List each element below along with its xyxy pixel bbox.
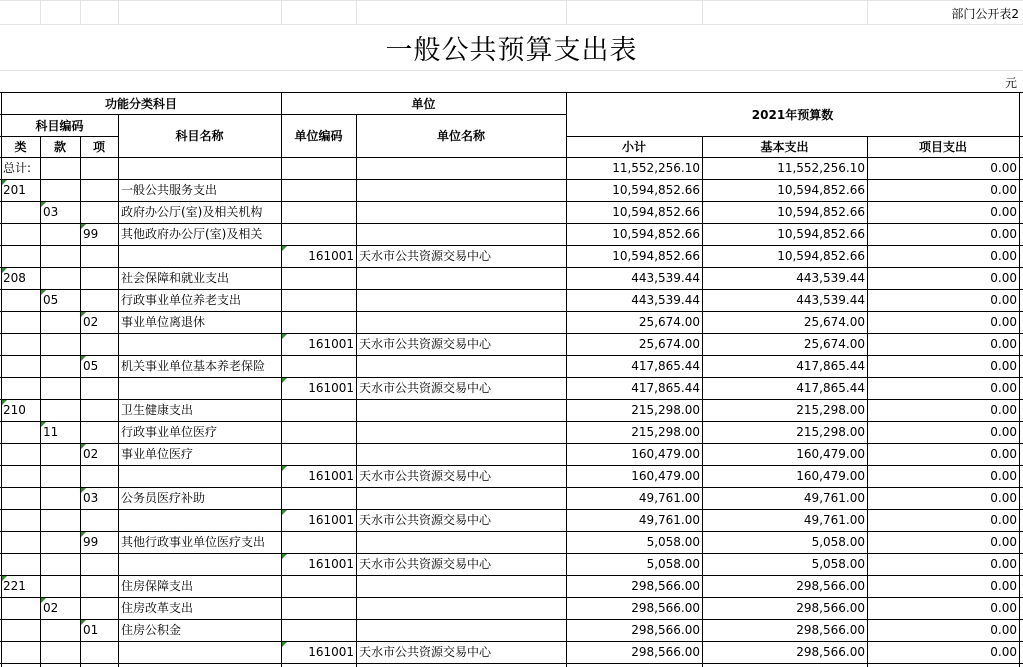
cell-subtotal[interactable]: 10,594,852.66: [612, 205, 700, 219]
cell-unit-name[interactable]: [359, 531, 565, 553]
form-number-label: 部门公开表2: [951, 7, 1019, 21]
cell-kuan[interactable]: [43, 223, 79, 245]
cell-lei[interactable]: [3, 245, 39, 267]
cell-kuan[interactable]: [43, 575, 79, 597]
cell-subject-name[interactable]: [121, 553, 280, 575]
cell-project[interactable]: 0.00: [990, 403, 1017, 417]
error-indicator-icon: [41, 598, 46, 603]
cell-lei[interactable]: [3, 531, 39, 553]
cell-xiang[interactable]: [83, 399, 117, 421]
error-indicator-icon: [2, 268, 7, 273]
cell-subject-name[interactable]: 行政事业单位医疗: [121, 425, 218, 439]
cell-subtotal[interactable]: 298,566.00: [631, 601, 700, 615]
cell-subtotal[interactable]: 25,674.00: [638, 315, 700, 329]
cell-unit-name[interactable]: [359, 421, 565, 443]
cell-basic[interactable]: 298,566.00: [796, 601, 865, 615]
cell-unit-name[interactable]: 天水市公共资源交易中心: [359, 513, 492, 527]
cell-xiang[interactable]: [83, 421, 117, 443]
cell-subject-name[interactable]: [121, 245, 280, 267]
cell-xiang[interactable]: [83, 597, 117, 619]
cell-basic[interactable]: 417,865.44: [796, 359, 865, 373]
cell-kuan[interactable]: [43, 487, 79, 509]
cell-subject-name[interactable]: 其他政府办公厅(室)及相关: [121, 227, 263, 241]
cell-basic[interactable]: 49,761.00: [803, 491, 865, 505]
cell-subject-name[interactable]: 公务员医疗补助: [121, 491, 206, 505]
cell-basic[interactable]: 5,058.00: [811, 535, 865, 549]
cell-unit-code[interactable]: [284, 421, 354, 443]
cell-lei[interactable]: [3, 465, 39, 487]
cell-subtotal[interactable]: 25,674.00: [638, 337, 700, 351]
cell-basic[interactable]: 25,674.00: [803, 337, 865, 351]
cell-subtotal[interactable]: 5,058.00: [646, 557, 700, 571]
cell-subtotal[interactable]: 417,865.44: [631, 359, 700, 373]
cell-subject-name[interactable]: 一般公共服务支出: [121, 183, 218, 197]
header-subtotal: 小计: [621, 140, 646, 154]
cell-subtotal[interactable]: 49,761.00: [638, 513, 700, 527]
cell-kuan[interactable]: [43, 509, 79, 531]
cell-subtotal[interactable]: 298,566.00: [631, 579, 700, 593]
cell-subtotal[interactable]: 417,865.44: [631, 381, 700, 395]
cell-project[interactable]: 0.00: [990, 513, 1017, 527]
error-indicator-icon: [41, 290, 46, 295]
header-xiang: 项: [92, 140, 105, 154]
cell-subtotal[interactable]: 443,539.44: [631, 293, 700, 307]
cell-subject-name[interactable]: [121, 509, 280, 531]
cell-subject-name[interactable]: [121, 377, 280, 399]
cell-unit-code[interactable]: 161001: [308, 513, 354, 527]
cell-kuan[interactable]: [43, 553, 79, 575]
cell-unit-code[interactable]: [284, 531, 354, 553]
cell-kuan[interactable]: 11: [43, 425, 59, 439]
cell-kuan[interactable]: [43, 157, 79, 179]
cell-subject-name[interactable]: [121, 157, 280, 179]
cell-xiang[interactable]: [83, 553, 117, 575]
cell-subtotal[interactable]: 49,761.00: [638, 491, 700, 505]
cell-subject-name[interactable]: [121, 333, 280, 355]
cell-lei[interactable]: 208: [3, 271, 26, 285]
cell-subtotal[interactable]: 10,594,852.66: [612, 227, 700, 241]
cell-xiang[interactable]: 03: [83, 491, 99, 505]
error-indicator-icon: [81, 488, 86, 493]
cell-unit-code[interactable]: [284, 399, 354, 421]
cell-lei[interactable]: [3, 641, 39, 663]
cell-lei[interactable]: 210: [3, 403, 26, 417]
error-indicator-icon: [282, 466, 287, 471]
error-indicator-icon: [2, 576, 7, 581]
cell-subject-name[interactable]: 机关事业单位基本养老保险: [121, 359, 266, 373]
cell-kuan[interactable]: [43, 619, 79, 641]
cell-project[interactable]: 0.00: [990, 491, 1017, 505]
cell-unit-code[interactable]: 161001: [308, 381, 354, 395]
page-title: 一般公共预算支出表: [385, 35, 638, 66]
cell-subject-name[interactable]: [121, 465, 280, 487]
cell-lei[interactable]: [3, 487, 39, 509]
cell-project[interactable]: 0.00: [990, 535, 1017, 549]
error-indicator-icon: [282, 378, 287, 383]
cell-xiang[interactable]: 99: [83, 535, 99, 549]
cell-kuan[interactable]: [43, 531, 79, 553]
cell-project[interactable]: 0.00: [990, 205, 1017, 219]
cell-lei[interactable]: [3, 223, 39, 245]
cell-basic[interactable]: 417,865.44: [796, 381, 865, 395]
cell-lei[interactable]: [3, 311, 39, 333]
error-indicator-icon: [282, 246, 287, 251]
cell-project[interactable]: 0.00: [990, 579, 1017, 593]
cell-unit-code[interactable]: [284, 443, 354, 465]
row-divider: [0, 663, 1023, 664]
cell-xiang[interactable]: [83, 377, 117, 399]
header-functional-subject: 功能分类科目: [104, 96, 177, 111]
cell-unit-code[interactable]: 161001: [308, 645, 354, 659]
cell-subject-name[interactable]: 其他行政事业单位医疗支出: [121, 535, 266, 549]
cell-lei[interactable]: 201: [3, 183, 26, 197]
cell-unit-name[interactable]: [359, 157, 565, 179]
cell-project[interactable]: 0.00: [990, 315, 1017, 329]
cell-basic[interactable]: 443,539.44: [796, 293, 865, 307]
cell-subject-name[interactable]: 政府办公厅(室)及相关机构: [121, 205, 263, 219]
cell-xiang[interactable]: [83, 289, 117, 311]
error-indicator-icon: [282, 554, 287, 559]
cell-unit-name[interactable]: 天水市公共资源交易中心: [359, 645, 492, 659]
cell-subtotal[interactable]: 160,479.00: [631, 469, 700, 483]
currency-unit-label: 元: [1004, 76, 1017, 90]
header-lei: 类: [14, 140, 27, 154]
cell-project[interactable]: 0.00: [990, 227, 1017, 241]
cell-kuan[interactable]: [43, 641, 79, 663]
cell-unit-code[interactable]: [284, 487, 354, 509]
cell-unit-code[interactable]: [284, 311, 354, 333]
cell-xiang[interactable]: [83, 179, 117, 201]
cell-subject-name[interactable]: 行政事业单位养老支出: [121, 293, 242, 307]
cell-kuan[interactable]: [43, 377, 79, 399]
cell-unit-name[interactable]: [359, 399, 565, 421]
cell-kuan[interactable]: [43, 333, 79, 355]
cell-xiang[interactable]: 01: [83, 623, 99, 637]
error-indicator-icon: [41, 202, 46, 207]
cell-unit-code[interactable]: [284, 223, 354, 245]
cell-kuan[interactable]: [43, 179, 79, 201]
cell-basic[interactable]: 298,566.00: [796, 579, 865, 593]
cell-unit-code[interactable]: [284, 355, 354, 377]
cell-subtotal[interactable]: 10,594,852.66: [612, 249, 700, 263]
cell-lei[interactable]: [3, 377, 39, 399]
cell-unit-code[interactable]: [284, 575, 354, 597]
cell-lei[interactable]: [3, 509, 39, 531]
cell-unit-code[interactable]: [284, 267, 354, 289]
cell-kuan[interactable]: 03: [43, 205, 59, 219]
cell-basic[interactable]: 10,594,852.66: [777, 227, 865, 241]
cell-lei[interactable]: [3, 289, 39, 311]
cell-lei[interactable]: 总计:: [3, 161, 32, 175]
cell-lei[interactable]: [3, 355, 39, 377]
error-indicator-icon: [81, 356, 86, 361]
cell-xiang[interactable]: [83, 245, 117, 267]
header-subject-code: 科目编码: [35, 118, 84, 133]
cell-project[interactable]: 0.00: [990, 249, 1017, 263]
cell-unit-name[interactable]: [359, 575, 565, 597]
cell-unit-name[interactable]: [359, 289, 565, 311]
cell-unit-code[interactable]: 161001: [308, 337, 354, 351]
cell-basic[interactable]: 49,761.00: [803, 513, 865, 527]
cell-unit-name[interactable]: [359, 201, 565, 223]
cell-project[interactable]: 0.00: [990, 337, 1017, 351]
cell-basic[interactable]: 25,674.00: [803, 315, 865, 329]
cell-lei[interactable]: [3, 333, 39, 355]
cell-subject-name[interactable]: 事业单位医疗: [121, 447, 194, 461]
cell-basic[interactable]: 11,552,256.10: [777, 161, 865, 175]
cell-xiang[interactable]: [83, 575, 117, 597]
cell-subtotal[interactable]: 11,552,256.10: [612, 161, 700, 175]
cell-kuan[interactable]: [43, 267, 79, 289]
cell-subtotal[interactable]: 215,298.00: [631, 403, 700, 417]
cell-basic[interactable]: 443,539.44: [796, 271, 865, 285]
cell-xiang[interactable]: [83, 201, 117, 223]
cell-unit-code[interactable]: [284, 289, 354, 311]
cell-xiang[interactable]: [83, 509, 117, 531]
error-indicator-icon: [81, 224, 86, 229]
cell-xiang[interactable]: [83, 157, 117, 179]
cell-xiang[interactable]: 05: [83, 359, 99, 373]
cell-lei[interactable]: [3, 421, 39, 443]
error-indicator-icon: [282, 334, 287, 339]
cell-xiang[interactable]: 02: [83, 447, 99, 461]
cell-xiang[interactable]: 02: [83, 315, 99, 329]
error-indicator-icon: [81, 312, 86, 317]
cell-unit-name[interactable]: 天水市公共资源交易中心: [359, 469, 492, 483]
cell-basic[interactable]: 298,566.00: [796, 645, 865, 659]
cell-unit-name[interactable]: [359, 179, 565, 201]
cell-basic[interactable]: 160,479.00: [796, 447, 865, 461]
cell-project[interactable]: 0.00: [990, 601, 1017, 615]
cell-subject-name[interactable]: 住房公积金: [121, 623, 182, 637]
header-project-expenditure: 项目支出: [918, 140, 967, 154]
cell-unit-name[interactable]: 天水市公共资源交易中心: [359, 249, 492, 263]
cell-basic[interactable]: 10,594,852.66: [777, 249, 865, 263]
cell-unit-name[interactable]: [359, 355, 565, 377]
cell-subject-name[interactable]: 住房保障支出: [121, 579, 194, 593]
cell-subtotal[interactable]: 215,298.00: [631, 425, 700, 439]
cell-unit-name[interactable]: [359, 267, 565, 289]
cell-kuan[interactable]: 02: [43, 601, 59, 615]
cell-project[interactable]: 0.00: [990, 381, 1017, 395]
cell-kuan[interactable]: [43, 311, 79, 333]
header-unit-name: 单位名称: [436, 129, 485, 143]
error-indicator-icon: [81, 620, 86, 625]
cell-basic[interactable]: 10,594,852.66: [777, 205, 865, 219]
cell-unit-code[interactable]: 161001: [308, 557, 354, 571]
cell-unit-name[interactable]: 天水市公共资源交易中心: [359, 337, 492, 351]
cell-lei[interactable]: [3, 201, 39, 223]
header-budget-year: 2021年预算数: [751, 107, 834, 122]
cell-basic[interactable]: 5,058.00: [811, 557, 865, 571]
cell-project[interactable]: 0.00: [990, 183, 1017, 197]
cell-project[interactable]: 0.00: [990, 469, 1017, 483]
cell-kuan[interactable]: [43, 245, 79, 267]
error-indicator-icon: [282, 510, 287, 515]
cell-xiang[interactable]: 99: [83, 227, 99, 241]
cell-subject-name[interactable]: 住房改革支出: [121, 601, 194, 615]
cell-unit-name[interactable]: [359, 487, 565, 509]
error-indicator-icon: [2, 180, 7, 185]
cell-unit-name[interactable]: [359, 619, 565, 641]
cell-unit-name[interactable]: [359, 597, 565, 619]
cell-kuan[interactable]: [43, 399, 79, 421]
cell-lei[interactable]: [3, 619, 39, 641]
cell-basic[interactable]: 215,298.00: [796, 403, 865, 417]
cell-unit-name[interactable]: 天水市公共资源交易中心: [359, 381, 492, 395]
cell-xiang[interactable]: [83, 465, 117, 487]
cell-unit-name[interactable]: 天水市公共资源交易中心: [359, 557, 492, 571]
cell-unit-name[interactable]: [359, 443, 565, 465]
cell-xiang[interactable]: [83, 267, 117, 289]
cell-unit-code[interactable]: [284, 597, 354, 619]
error-indicator-icon: [41, 422, 46, 427]
header-unit-code: 单位编码: [294, 129, 343, 143]
error-indicator-icon: [81, 532, 86, 537]
cell-kuan[interactable]: [43, 355, 79, 377]
cell-basic[interactable]: 160,479.00: [796, 469, 865, 483]
cell-unit-code[interactable]: 161001: [308, 249, 354, 263]
cell-project[interactable]: 0.00: [990, 623, 1017, 637]
cell-unit-code[interactable]: [284, 157, 354, 179]
cell-unit-code[interactable]: [284, 201, 354, 223]
header-subject-name: 科目名称: [175, 129, 224, 143]
cell-xiang[interactable]: [83, 333, 117, 355]
cell-project[interactable]: 0.00: [990, 645, 1017, 659]
error-indicator-icon: [81, 444, 86, 449]
cell-project[interactable]: 0.00: [990, 447, 1017, 461]
cell-basic[interactable]: 10,594,852.66: [777, 183, 865, 197]
cell-kuan[interactable]: [43, 465, 79, 487]
cell-subject-name[interactable]: 卫生健康支出: [121, 403, 194, 417]
cell-subject-name[interactable]: [121, 641, 280, 663]
header-kuan: 款: [53, 140, 66, 154]
cell-basic[interactable]: 298,566.00: [796, 623, 865, 637]
cell-lei[interactable]: [3, 443, 39, 465]
cell-subject-name[interactable]: 事业单位离退休: [121, 315, 206, 329]
cell-project[interactable]: 0.00: [990, 425, 1017, 439]
cell-project[interactable]: 0.00: [990, 161, 1017, 175]
cell-subject-name[interactable]: 社会保障和就业支出: [121, 271, 230, 285]
cell-lei[interactable]: [3, 597, 39, 619]
cell-kuan[interactable]: [43, 443, 79, 465]
error-indicator-icon: [282, 642, 287, 647]
cell-unit-code[interactable]: [284, 179, 354, 201]
header-basic-expenditure: 基本支出: [760, 140, 809, 154]
cell-subtotal[interactable]: 298,566.00: [631, 645, 700, 659]
cell-subtotal[interactable]: 298,566.00: [631, 623, 700, 637]
cell-kuan[interactable]: 05: [43, 293, 59, 307]
cell-unit-code[interactable]: [284, 619, 354, 641]
cell-lei[interactable]: 221: [3, 579, 26, 593]
cell-project[interactable]: 0.00: [990, 293, 1017, 307]
cell-lei[interactable]: [3, 553, 39, 575]
cell-xiang[interactable]: [83, 641, 117, 663]
cell-project[interactable]: 0.00: [990, 271, 1017, 285]
cell-subtotal[interactable]: 443,539.44: [631, 271, 700, 285]
cell-project[interactable]: 0.00: [990, 359, 1017, 373]
error-indicator-icon: [2, 400, 7, 405]
cell-unit-name[interactable]: [359, 223, 565, 245]
cell-subtotal[interactable]: 160,479.00: [631, 447, 700, 461]
cell-subtotal[interactable]: 10,594,852.66: [612, 183, 700, 197]
cell-unit-name[interactable]: [359, 311, 565, 333]
cell-subtotal[interactable]: 5,058.00: [646, 535, 700, 549]
cell-project[interactable]: 0.00: [990, 557, 1017, 571]
header-unit: 单位: [411, 96, 436, 111]
cell-basic[interactable]: 215,298.00: [796, 425, 865, 439]
cell-unit-code[interactable]: 161001: [308, 469, 354, 483]
